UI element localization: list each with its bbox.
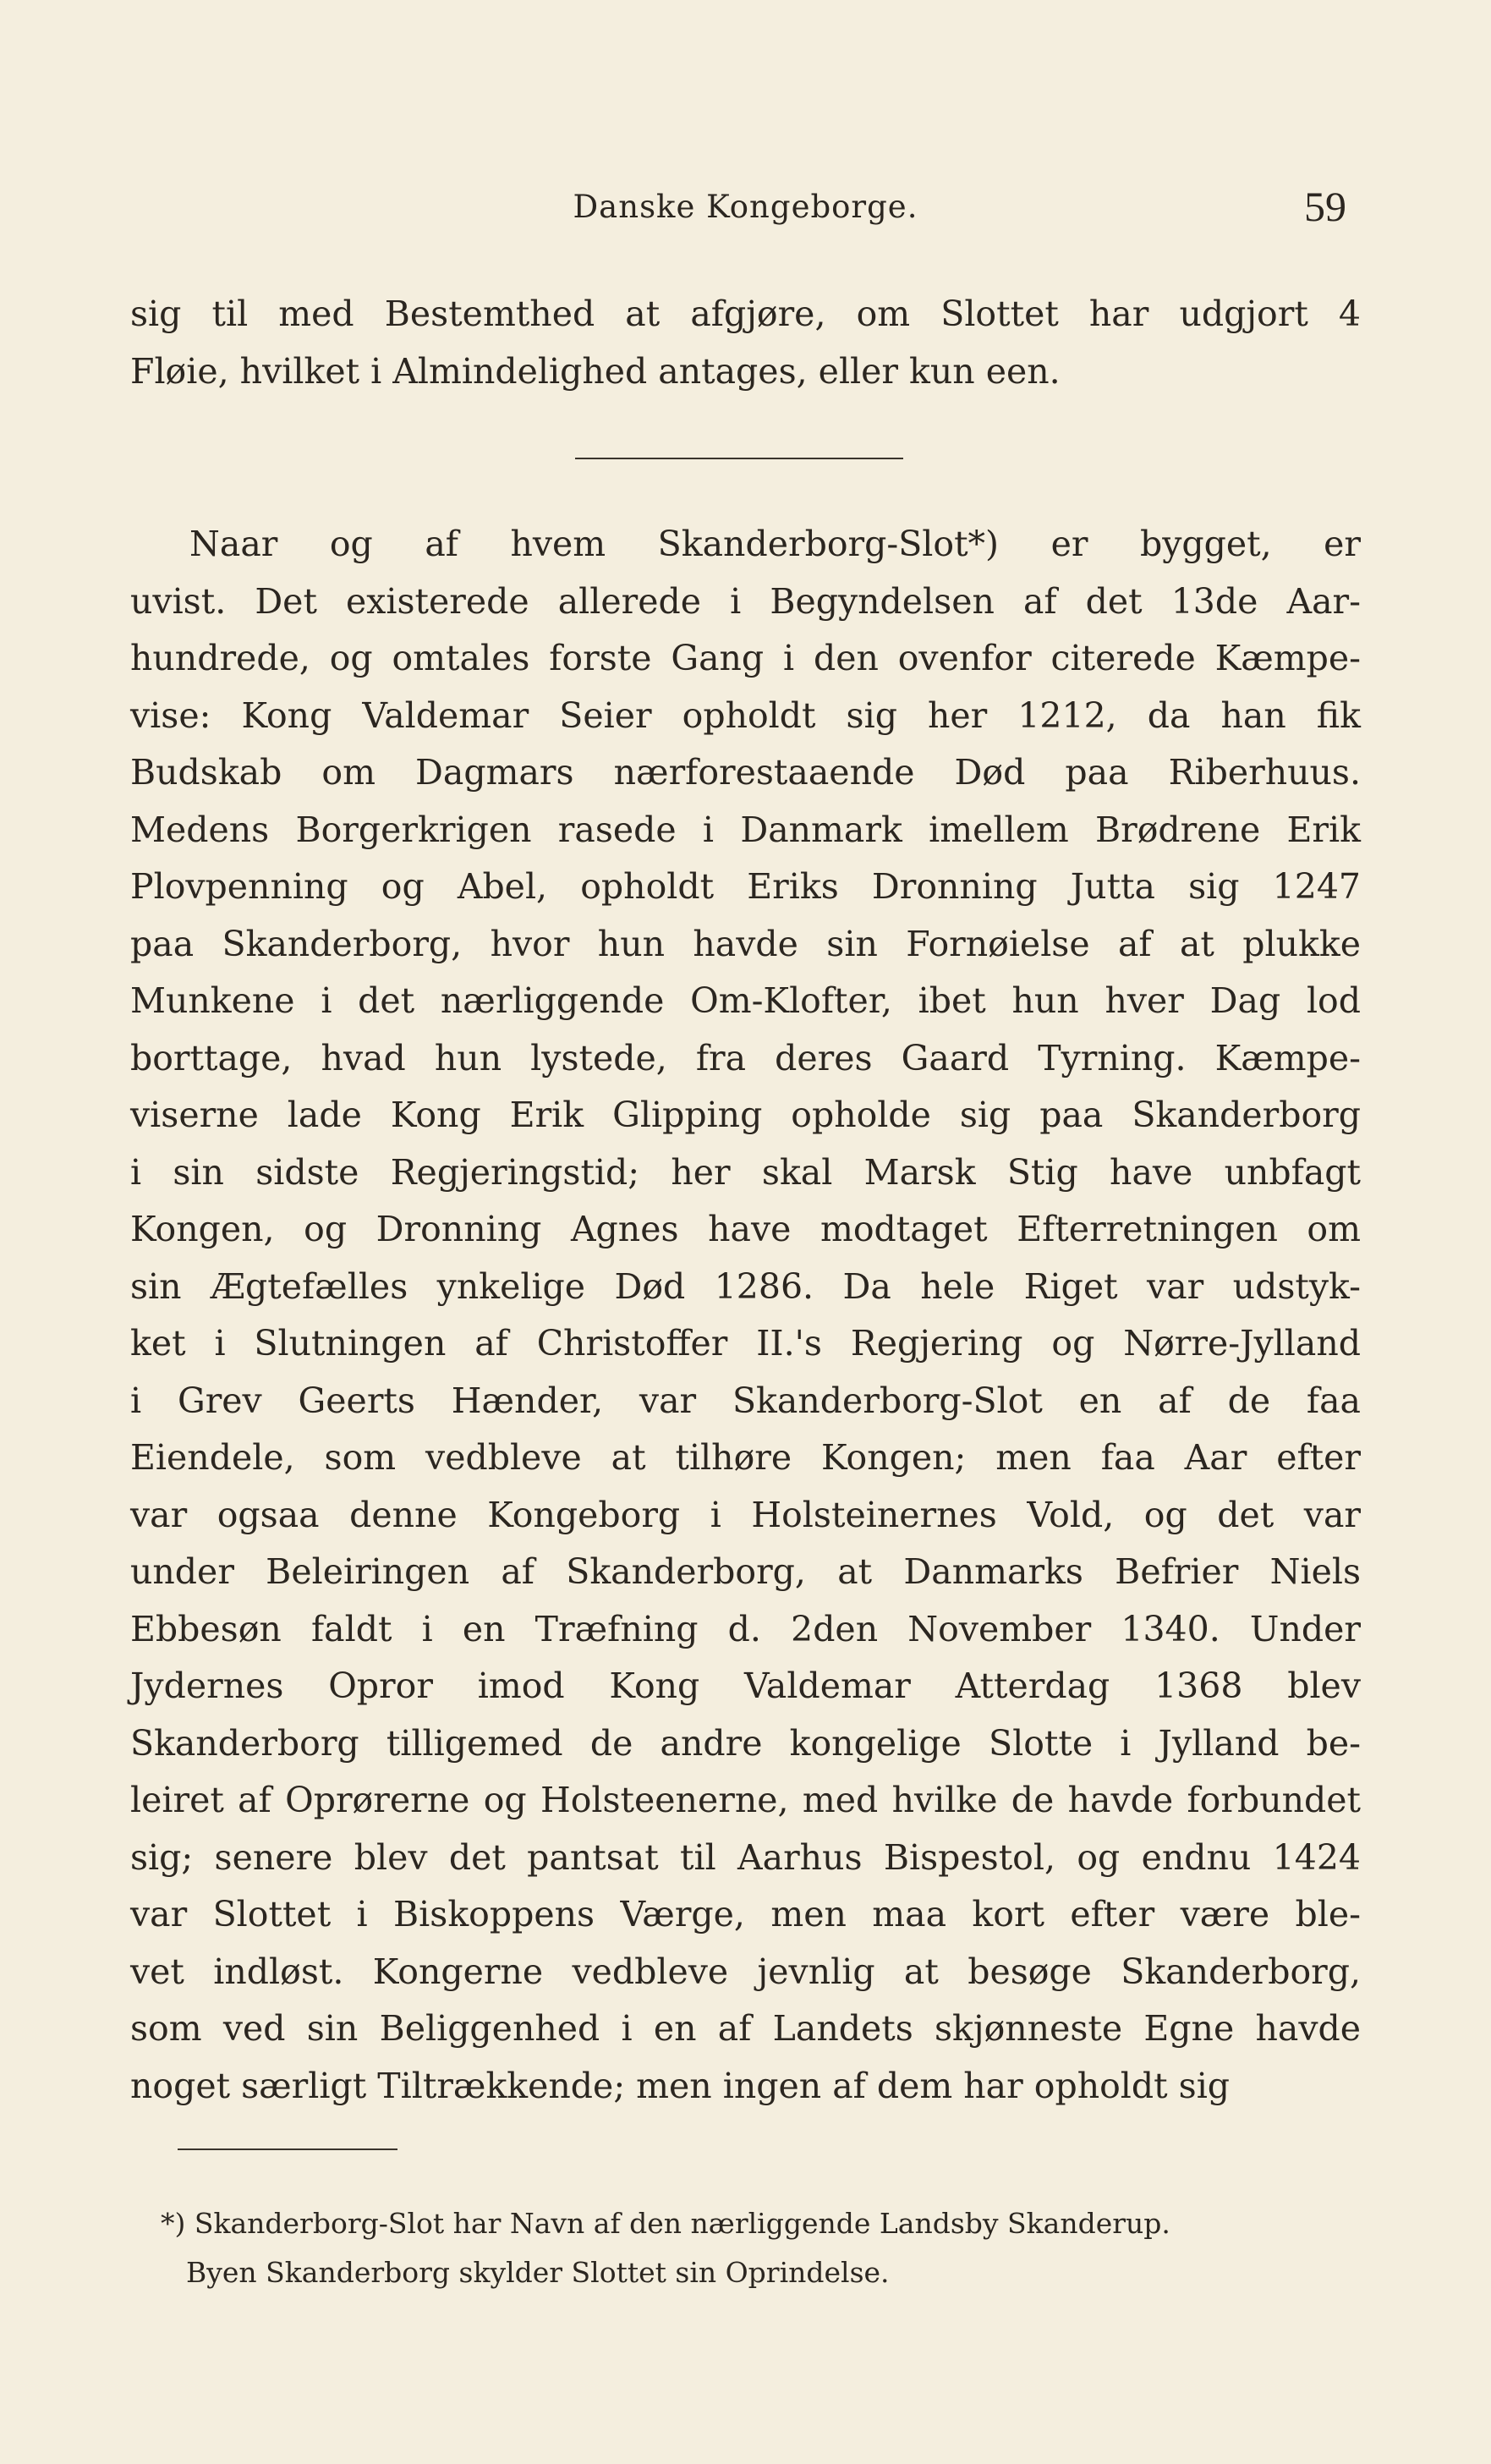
text-line: ket i Slutningen af Christoffer II.'s Regjering og Nørre-Jylland	[130, 1323, 1361, 1364]
text-line: Munkene i det nærliggende Om-Klofter, ibet hun hver Dag lod	[130, 980, 1361, 1021]
text-line: vise: Kong Valdemar Seier opholdt sig her 1212, da han fik	[130, 694, 1361, 736]
text-line: leiret af Oprørerne og Holsteenerne, med hvilke de havde forbundet	[130, 1780, 1361, 1820]
text-line: borttage, hvad hun lystede, fra deres Gaard Tyrning. Kæmpe-	[130, 1037, 1361, 1078]
text-line: Kongen, og Dronning Agnes have modtaget Efterretningen om	[130, 1209, 1361, 1249]
text-line: uvist. Det existerede allerede i Begyndelsen af det 13de Aar-	[130, 580, 1361, 622]
section-divider	[575, 458, 903, 459]
text-line: i Grev Geerts Hænder, var Skanderborg-Slot en af de faa	[130, 1380, 1361, 1421]
text-line: var Slottet i Biskoppens Værge, men maa kort efter være ble-	[130, 1894, 1361, 1934]
footnote	[161, 2199, 1362, 2297]
text-line: under Beleiringen af Skanderborg, at Danmarks Befrier Niels	[130, 1551, 1361, 1592]
text-line: Naar og af hvem Skanderborg-Slot*) er bygget, er	[189, 524, 1361, 564]
text-line: Plovpenning og Abel, opholdt Eriks Dronning Jutta sig 1247	[130, 866, 1361, 907]
page-header	[0, 182, 1491, 233]
footnote-divider	[178, 2148, 397, 2150]
page-number: 59	[1304, 183, 1346, 230]
text-line: Fløie, hvilket i Almindelighed antages, eller kun een.	[130, 350, 1061, 392]
text-line: Jydernes Opror imod Kong Valdemar Atterdag 1368 blev	[130, 1666, 1361, 1706]
text-line: hundrede, og omtales forste Gang i den ovenfor citerede Kæmpe-	[130, 638, 1361, 678]
text-line: Medens Borgerkrigen rasede i Danmark imellem Brødrene Erik	[130, 809, 1361, 850]
paragraph-2	[130, 516, 1361, 2115]
footnote-line: Byen Skanderborg skylder Slottet sin Oprindelse.	[186, 2256, 890, 2289]
text-line: Skanderborg tilligemed de andre kongelige Slotte i Jylland be-	[130, 1722, 1361, 1764]
text-line: sig til med Bestemthed at afgjøre, om Slottet har udgjort 4	[130, 294, 1361, 334]
paragraph-1	[130, 286, 1361, 400]
text-line: vet indløst. Kongerne vedbleve jevnlig at besøge Skanderborg,	[130, 1951, 1361, 1992]
running-title: Danske Kongeborge.	[573, 189, 918, 225]
text-line: i sin sidste Regjeringstid; her skal Marsk Stig have unbfagt	[130, 1151, 1361, 1193]
text-line: noget særligt Tiltrækkende; men ingen af dem har opholdt sig	[130, 2065, 1231, 2106]
text-line: sig; senere blev det pantsat til Aarhus Bispestol, og endnu 1424	[130, 1836, 1361, 1878]
text-line: Ebbesøn faldt i en Træfning d. 2den November 1340. Under	[130, 1608, 1361, 1649]
text-line: Budskab om Dagmars nærforestaaende Død paa Riberhuus.	[130, 752, 1361, 793]
text-line: Eiendele, som vedbleve at tilhøre Kongen; men faa Aar efter	[130, 1437, 1361, 1478]
text-line: sin Ægtefælles ynkelige Død 1286. Da hele Riget var udstyk-	[130, 1265, 1361, 1307]
text-line: paa Skanderborg, hvor hun havde sin Fornøielse af at plukke	[130, 923, 1361, 964]
text-line: var ogsaa denne Kongeborg i Holsteinernes Vold, og det var	[130, 1494, 1361, 1535]
footnote-line: *) Skanderborg-Slot har Navn af den nærliggende Landsby Skanderup.	[161, 2207, 1170, 2240]
text-line: som ved sin Beliggenhed i en af Landets skjønneste Egne havde	[130, 2008, 1361, 2049]
text-line: viserne lade Kong Erik Glipping opholde sig paa Skanderborg	[130, 1095, 1361, 1135]
